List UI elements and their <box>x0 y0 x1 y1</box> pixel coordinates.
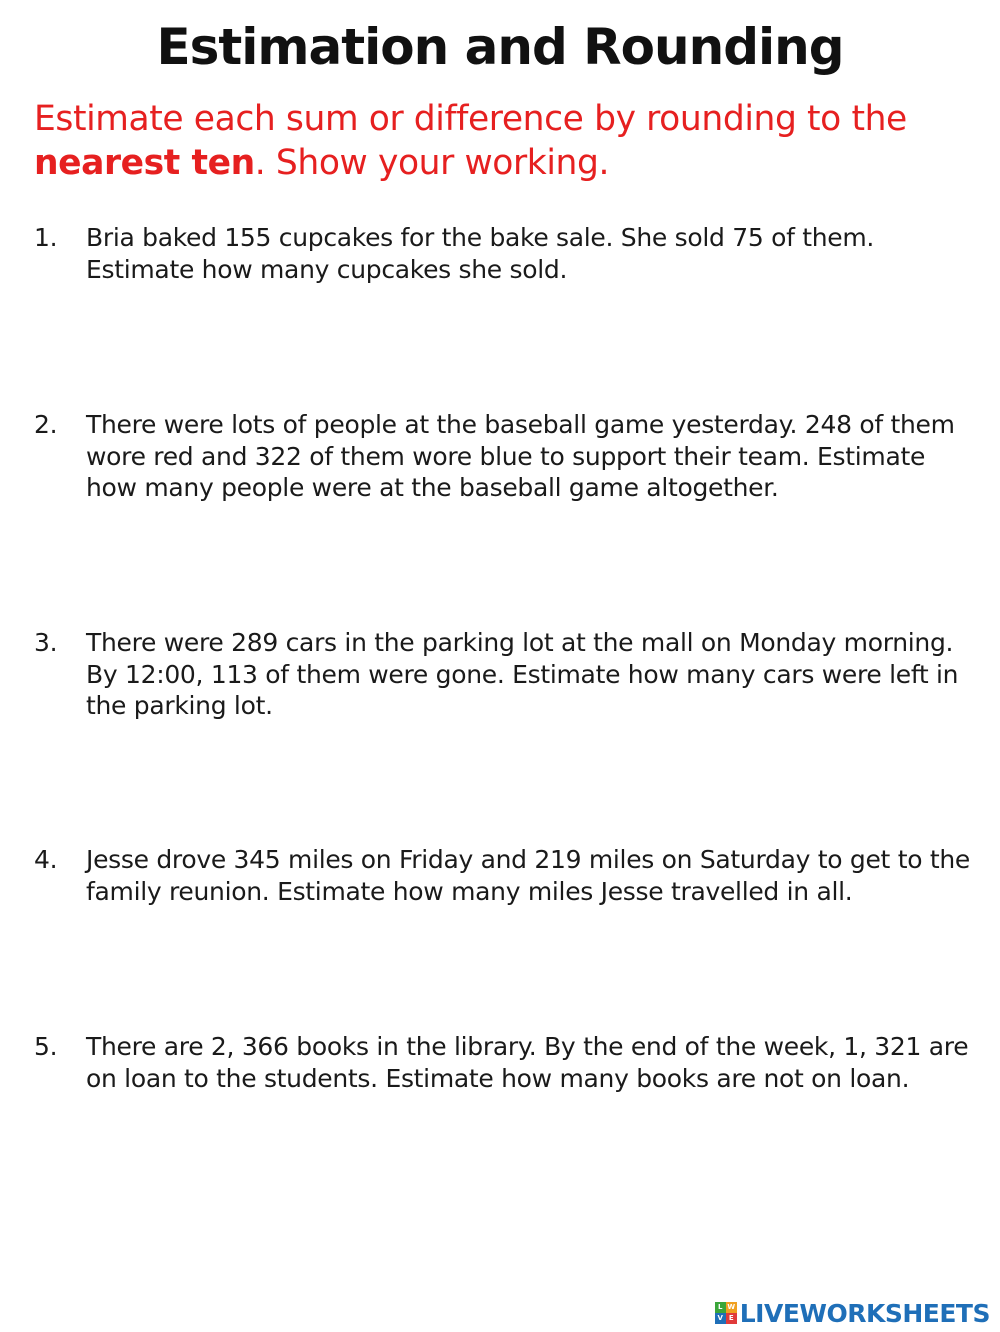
page-title: Estimation and Rounding <box>156 18 844 76</box>
question-text: There are 2, 366 books in the library. By the end of the week, 1, 321 are on loan to the students. Estimate how many books are not on loan. <box>86 1032 969 1093</box>
logo-text: LIVEWORKSHEETS <box>739 1298 990 1328</box>
question-text: Bria baked 155 cupcakes for the bake sale. She sold 75 of them. Estimate how many cupcakes she sold. <box>86 223 875 284</box>
question-number: 5. <box>34 1032 58 1061</box>
answer-area-4[interactable] <box>86 922 966 1022</box>
answer-area-2[interactable] <box>86 518 966 618</box>
instructions-text-end: . Show your working. <box>254 143 610 183</box>
logo-icon-cell: E <box>726 1313 737 1324</box>
logo-icon-cell: L <box>715 1302 726 1313</box>
question-number: 2. <box>34 410 58 439</box>
instructions <box>34 97 974 185</box>
logo-icon-cell: W <box>727 1303 736 1311</box>
question-text: There were 289 cars in the parking lot at the mall on Monday morning. By 12:00, 113 of them were gone. Estimate how many cars were left in the parking lot. <box>86 628 959 720</box>
instructions-text-start: Estimate each sum or difference by rounding to the <box>34 99 907 139</box>
answer-area-3[interactable] <box>86 735 966 835</box>
question-number: 4. <box>34 845 58 874</box>
instructions-emphasis: nearest ten <box>34 143 255 183</box>
liveworksheets-logo[interactable] <box>715 1298 990 1328</box>
answer-area-5[interactable] <box>86 1140 966 1280</box>
question-number: 1. <box>34 223 58 252</box>
question-text: Jesse drove 345 miles on Friday and 219 miles on Saturday to get to the family reunion. Estimate how many miles Jesse travelled in all. <box>86 845 970 906</box>
question-number: 3. <box>34 628 58 657</box>
liveworksheets-icon <box>715 1302 737 1324</box>
logo-icon-cell: V <box>715 1313 726 1324</box>
answer-area-1[interactable] <box>86 300 966 400</box>
question-text: There were lots of people at the baseball game yesterday. 248 of them wore red and 322 of them wore blue to support their team. Estimate how many people were at the baseball game altogether. <box>86 410 955 502</box>
